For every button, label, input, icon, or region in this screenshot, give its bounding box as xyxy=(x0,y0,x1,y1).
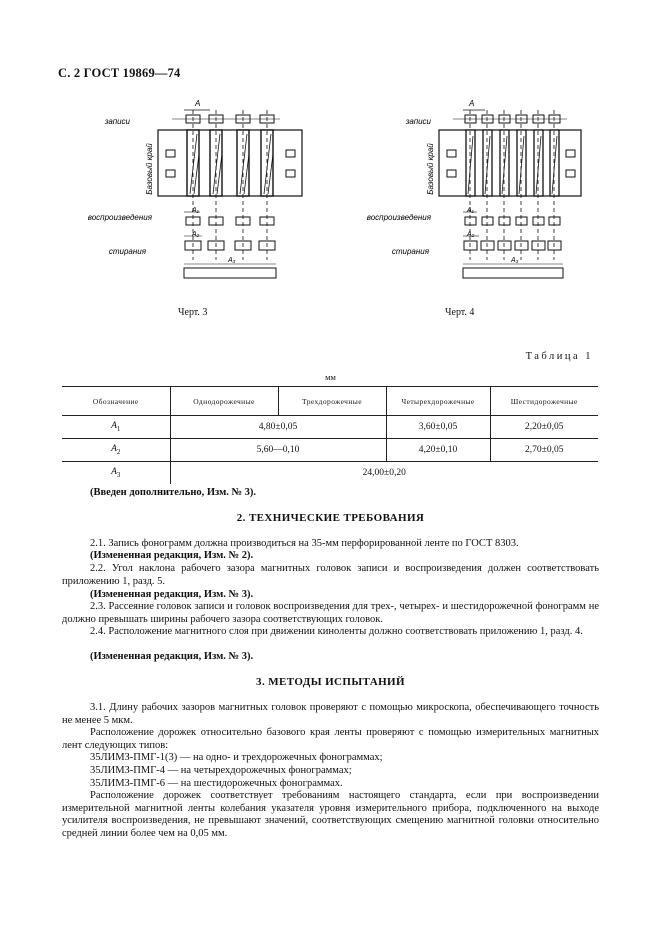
fig3-dim-a: A xyxy=(195,99,201,108)
paragraph-2-4: 2.4. Расположение магнитного слоя при движении киноленты должно соответствовать приложению 1, разд. 4. xyxy=(90,626,583,637)
fig3-dim-a3: A₃ xyxy=(228,257,236,264)
table-unit: мм xyxy=(325,372,336,382)
fig4-label-record: записи xyxy=(405,117,431,126)
fig4-dim-a: A xyxy=(469,99,475,108)
fig4-dim-a2: A₂ xyxy=(467,231,475,238)
table-cell-symbol: $A_2$ xyxy=(62,439,170,462)
table-header-row xyxy=(62,387,598,416)
fig4-label-erase: стирания xyxy=(391,247,429,256)
section-2-title: 2. ТЕХНИЧЕСКИЕ ТРЕБОВАНИЯ xyxy=(236,512,425,524)
paragraph-2-2: 2.2. Угол наклона рабочего зазора магнитных головок записи и воспроизведения должен соответствовать приложению 1, разд. 5. xyxy=(62,563,599,587)
fig3-label-edge: Базовый край xyxy=(145,143,154,195)
table-header-cell: Трехдорожечные xyxy=(278,387,386,416)
fig3-dim-a2: A₂ xyxy=(192,231,200,238)
figure-3-drawing xyxy=(60,94,320,314)
paragraph-3-3: Расположение дорожек соответствует требованиям настоящего стандарта, если при воспроизведении измерительной магнитной ленты колебания указателя уровня измерительного прибора, подключенного на выходе усилителя воспроизведения, не превышают значений, соответствующих смещению магнитной головки относительно средней линии более чем на 0,05 мм. xyxy=(62,790,599,839)
table-header-cell: Обозначение xyxy=(62,387,170,416)
paragraph-2-1: 2.1. Запись фонограмм должна производиться на 35-мм перфорированной ленте по ГОСТ 8303. xyxy=(90,538,519,549)
table-cell: 5,60—0,10 xyxy=(170,439,386,462)
paragraph-2-3: 2.3. Рассеяние головок записи и головок воспроизведения для трех-, четырех- и шестидорожечной фонограмм не должно превышать ширины рабочего зазора соответствующих головок. xyxy=(62,601,599,625)
table-header-cell: Шестидорожечные xyxy=(490,387,598,416)
table-header-cell: Четырехдорожечные xyxy=(386,387,490,416)
fig3-label-erase: стирания xyxy=(108,247,146,256)
figure-4 xyxy=(345,94,605,318)
table-row xyxy=(62,416,598,439)
figure-4-drawing xyxy=(345,94,605,314)
table-row xyxy=(62,462,598,485)
page-header: С. 2 ГОСТ 19869—74 xyxy=(58,66,181,80)
table-cell: 2,20±0,05 xyxy=(490,416,598,439)
data-table xyxy=(62,386,598,484)
fig4-label-play: воспроизведения xyxy=(366,213,431,222)
list-item: 35ЛИМЗ-ПМГ-1(3) — на одно- и трехдорожечных фонограммах; xyxy=(90,752,383,763)
table-row xyxy=(62,439,598,462)
table-caption: Таблица 1 xyxy=(525,351,593,362)
note-2-2: (Измененная редакция, Изм. № 3). xyxy=(90,589,254,600)
fig3-label-play: воспроизведения xyxy=(87,213,152,222)
table-cell: 2,70±0,05 xyxy=(490,439,598,462)
note-2-4: (Измененная редакция, Изм. № 3). xyxy=(90,651,254,662)
table-header-cell: Однодорожечные xyxy=(170,387,278,416)
section-3-title: 3. МЕТОДЫ ИСПЫТАНИЙ xyxy=(256,676,405,688)
table-cell: 4,80±0,05 xyxy=(170,416,386,439)
figure-3-caption: Черт. 3 xyxy=(178,307,208,318)
table-cell-symbol: $A_1$ xyxy=(62,416,170,439)
fig4-label-edge: Базовый край xyxy=(426,143,435,195)
paragraph-3-2: Расположение дорожек относительно базового края ленты проверяют с помощью измерительных магнитных лент следующих типов: xyxy=(62,727,599,751)
fig4-dim-a1: A₁ xyxy=(467,207,474,214)
note-2-1: (Измененная редакция, Изм. № 2). xyxy=(90,550,254,561)
table-cell: 24,00±0,20 xyxy=(170,462,598,485)
fig4-dim-a3: A₃ xyxy=(511,257,519,264)
figure-4-caption: Черт. 4 xyxy=(445,307,475,318)
note-introduced: (Введен дополнительно, Изм. № 3). xyxy=(90,487,257,498)
list-item: 35ЛИМЗ-ПМГ-4 — на четырехдорожечных фонограммах; xyxy=(90,765,352,776)
table-cell-symbol: $A_3$ xyxy=(62,462,170,485)
table-cell: 4,20±0,10 xyxy=(386,439,490,462)
list-item: 35ЛИМЗ-ПМГ-6 — на шестидорожечных фонограммах. xyxy=(90,778,343,789)
paragraph-3-1: 3.1. Длину рабочих зазоров магнитных головок проверяют с помощью микроскопа, обеспечивающего точность не менее 5 мкм. xyxy=(62,702,599,726)
fig3-dim-a1: A₁ xyxy=(192,207,199,214)
figure-3 xyxy=(60,94,320,318)
table-cell: 3,60±0,05 xyxy=(386,416,490,439)
fig3-label-record: записи xyxy=(104,117,130,126)
